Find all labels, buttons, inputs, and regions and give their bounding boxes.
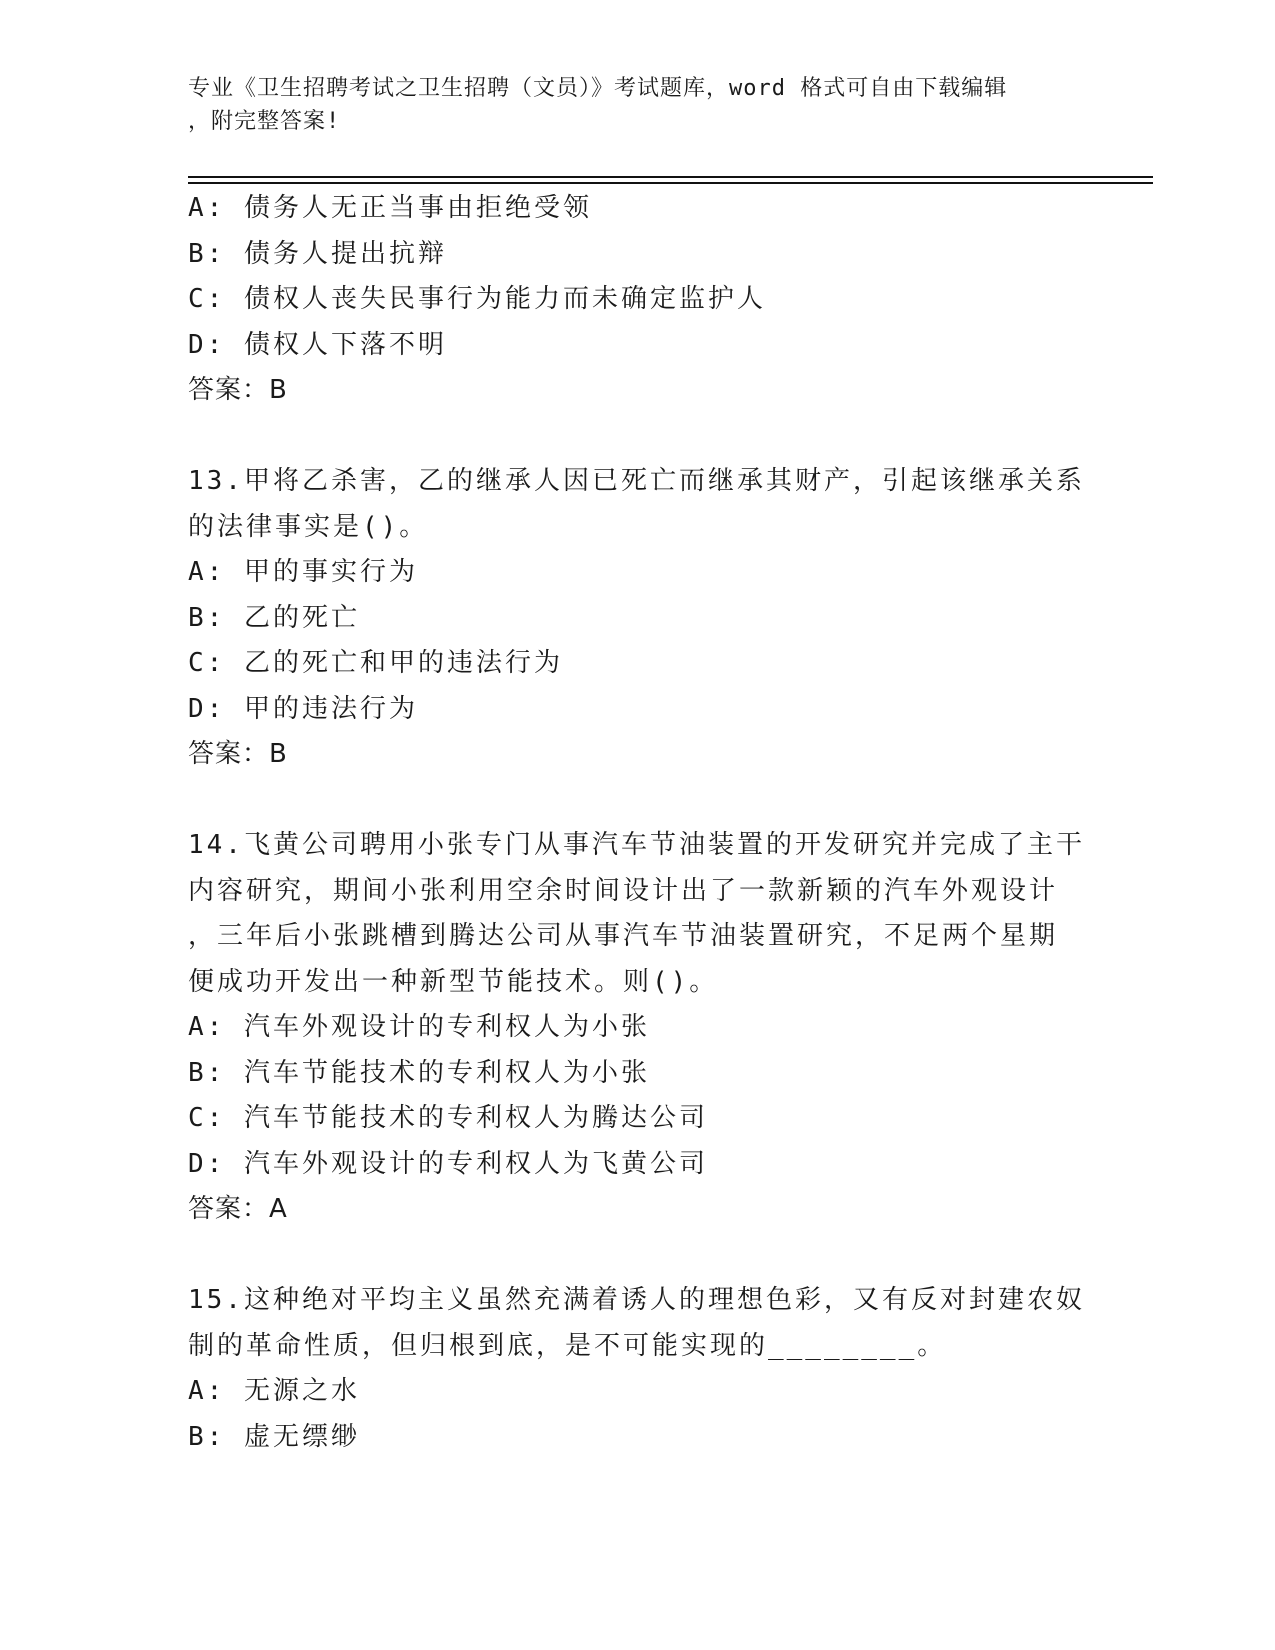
question-stem-line: 13.甲将乙杀害，乙的继承人因已死亡而继承其财产，引起该继承关系	[188, 466, 1085, 496]
header-rule-top	[188, 176, 1153, 178]
option-b: B: 虚无缥缈	[188, 1421, 360, 1452]
question-stem-line: ，三年后小张跳槽到腾达公司从事汽车节油装置研究，不足两个星期	[188, 921, 1059, 951]
option-d: D: 债权人下落不明	[188, 329, 447, 360]
question-stem-line: 的法律事实是()。	[188, 511, 429, 542]
option-c: C: 债权人丧失民事行为能力而未确定监护人	[188, 284, 766, 314]
option-a: A: 债务人无正当事由拒绝受领	[188, 193, 592, 223]
option-c: C: 汽车节能技术的专利权人为腾达公司	[188, 1103, 708, 1133]
question-content	[188, 186, 1088, 1460]
option-a: A: 汽车外观设计的专利权人为小张	[188, 1012, 650, 1042]
question-stem-line: 制的革命性质，但归根到底，是不可能实现的________。	[188, 1330, 947, 1361]
spacer	[188, 414, 1088, 460]
question-stem-line: 14.飞黄公司聘用小张专门从事汽车节油装置的开发研究并完成了主干	[188, 830, 1085, 860]
option-b: B: 汽车节能技术的专利权人为小张	[188, 1057, 650, 1088]
question-15	[188, 1278, 1088, 1460]
question-stem-line: 内容研究，期间小张利用空余时间设计出了一款新颖的汽车外观设计	[188, 875, 1059, 906]
option-a: A: 甲的事实行为	[188, 557, 418, 587]
document-header: 专业《卫生招聘考试之卫生招聘（文员）》考试题库，word 格式可自由下载编辑 ，附完整答案!	[188, 76, 1008, 134]
question-12	[188, 186, 1088, 414]
answer-line: 答案：B	[188, 739, 288, 769]
option-b: B: 乙的死亡	[188, 602, 360, 633]
option-a: A: 无源之水	[188, 1376, 360, 1406]
question-13	[188, 459, 1088, 778]
option-c: C: 乙的死亡和甲的违法行为	[188, 648, 563, 678]
option-d: D: 汽车外观设计的专利权人为飞黄公司	[188, 1148, 708, 1179]
question-stem-line: 15.这种绝对平均主义虽然充满着诱人的理想色彩，又有反对封建农奴	[188, 1285, 1085, 1315]
option-b: B: 债务人提出抗辩	[188, 238, 447, 269]
answer-line: 答案：B	[188, 375, 288, 405]
question-14	[188, 823, 1088, 1233]
spacer	[188, 778, 1088, 824]
header-rule-bottom	[188, 182, 1153, 184]
spacer	[188, 1233, 1088, 1279]
option-d: D: 甲的违法行为	[188, 693, 418, 724]
answer-line: 答案：A	[188, 1194, 288, 1224]
question-stem-line: 便成功开发出一种新型节能技术。则()。	[188, 966, 719, 997]
